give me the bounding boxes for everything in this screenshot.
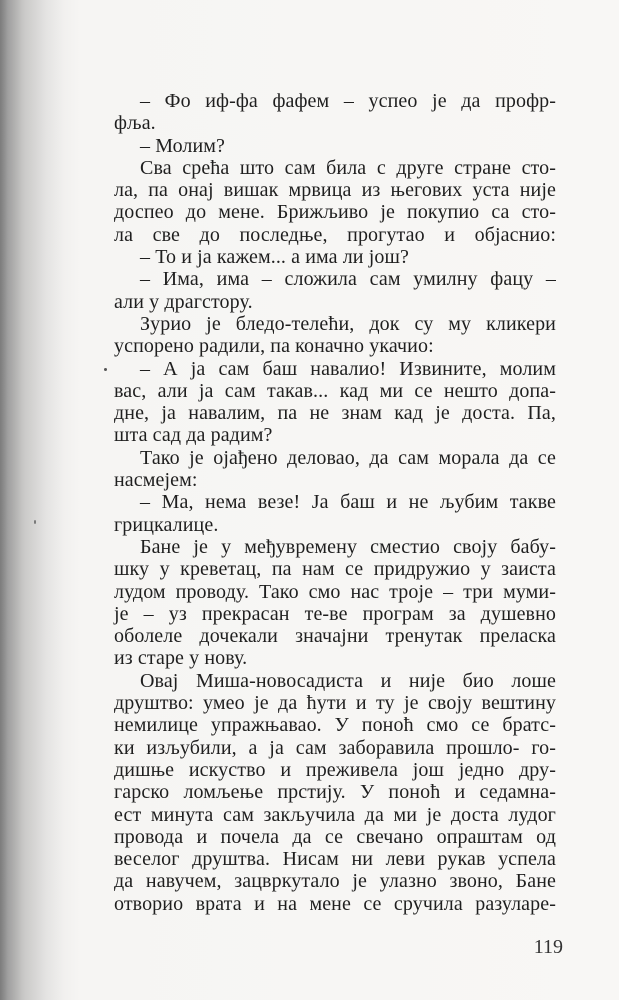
print-speck bbox=[104, 368, 107, 371]
text-line: – А ја сам баш навалио! Извините, молим bbox=[140, 357, 556, 380]
text-line: – Фо иф-фа фафем – успео је да профр- bbox=[140, 90, 556, 112]
text-line: веселог друштва. Нисам ни леви рукав успела bbox=[114, 848, 556, 871]
text-line: – Има, има – сложила сам умилну фацу – bbox=[140, 268, 556, 291]
text-line: немилице упражњавао. У поноћ смо се братс- bbox=[114, 714, 556, 737]
text-line: дишње искуство и преживела још једно дру- bbox=[114, 758, 556, 781]
page-number: 119 bbox=[533, 936, 563, 958]
text-line: – Ма, нема везе! Ја баш и не љубим такве bbox=[140, 491, 556, 514]
text-line: доспео до мене. Брижљиво је покупио са сто- bbox=[114, 201, 556, 224]
print-speck bbox=[34, 520, 36, 524]
text-line: ла све до последње, прогутао и објаснио: bbox=[114, 223, 556, 246]
text-line: – То и ја кажем... а има ли још? bbox=[140, 246, 409, 269]
text-line: насмејем: bbox=[114, 469, 198, 492]
text-line: вас, али ја сам такав... кад ми се нешто допа- bbox=[114, 379, 556, 402]
text-line: Зурио је бледо-телећи, док су му кликери bbox=[140, 312, 556, 335]
text-line: Овај Миша-новосадиста и није био лоше bbox=[140, 669, 556, 692]
text-line: успорено радили, па коначно укачио: bbox=[114, 335, 434, 358]
text-line: из старе у нову. bbox=[114, 647, 248, 670]
text-line: је – уз прекрасан те-ве програм за душевно bbox=[114, 602, 556, 625]
text-line: ки изљубили, а ја сам заборавила прошло- го- bbox=[114, 736, 556, 759]
text-line: фља. bbox=[114, 112, 156, 135]
text-line: лудом проводу. Тако смо нас троје – три муми- bbox=[114, 580, 556, 603]
body-text bbox=[114, 90, 556, 915]
text-line: шку у креветац, па нам се придружио у заиста bbox=[114, 558, 556, 581]
text-line: оболеле дочекали значајни тренутак преласка bbox=[114, 625, 556, 648]
text-line: грицкалице. bbox=[114, 513, 219, 536]
text-line: Сва срећа што сам била с друге стране сто- bbox=[140, 156, 556, 179]
text-line: – Молим? bbox=[140, 134, 226, 157]
text-line: да навучем, зацвркутало је улазно звоно, Бане bbox=[114, 870, 556, 893]
text-line: дне, ја навалим, па не знам кад је доста. Па, bbox=[114, 402, 556, 425]
text-line: провода и почела да се свечано опраштам од bbox=[114, 825, 556, 848]
binding-shadow bbox=[0, 0, 64, 1000]
text-line: ест минута сам закључила да ми је доста лудог bbox=[114, 803, 556, 826]
text-line: Бане је у међувремену сместио своју бабу- bbox=[140, 535, 556, 558]
text-line: шта сад да радим? bbox=[114, 424, 273, 447]
text-line: гарско ломљење прстију. У поноћ и седамна- bbox=[114, 781, 556, 804]
text-line: Тако је ојађено деловао, да сам морала да се bbox=[140, 446, 556, 469]
text-line: ла, па онај вишак мрвица из његових уста није bbox=[114, 179, 556, 202]
text-line: али у драгстору. bbox=[114, 290, 253, 313]
text-line: отворио врата и на мене се сручила разуларе- bbox=[114, 892, 556, 915]
text-line: друштво: умео је да ћути и ту је своју вештину bbox=[114, 692, 556, 715]
